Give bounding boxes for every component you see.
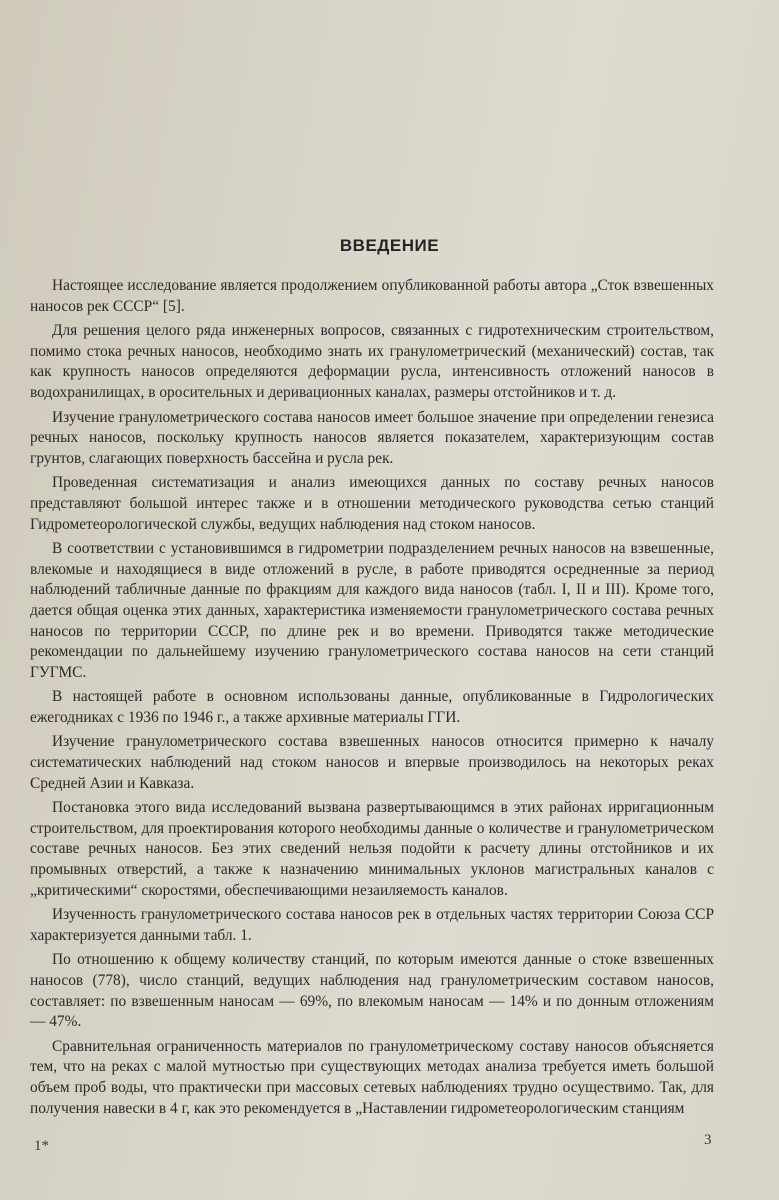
page-title: ВВЕДЕНИЕ (339, 236, 440, 255)
paragraph: По отношению к общему количеству станций, по которым имеются данные о стоке взвешенных наносов (778), число станций, ведущих наблюдения над гранулометрическим составом наносов, составляет: по взвешенным наносам — 69%, по влекомым наносам — 14% и по донным отложениям — 47%. (30, 951, 714, 1031)
body-text (30, 276, 714, 1123)
paragraph: Настоящее исследование является продолжением опубликованной работы автора „Сток взвешенных наносов рек СССР“ [5]. (30, 277, 714, 315)
paragraph: Изучение гранулометрического состава наносов имеет большое значение при определении генезиса речных наносов, поскольку крупность наносов является показателем, характеризующим состав грунтов, слагающих поверхность бассейна и русла рек. (30, 408, 714, 467)
paragraph: В настоящей работе в основном использованы данные, опубликованные в Гидрологических ежегодниках с 1936 по 1946 г., а также архивные материалы ГГИ. (30, 688, 714, 726)
paragraph: Сравнительная ограниченность материалов по гранулометрическому составу наносов объясняется тем, что на реках с малой мутностью при существующих методах анализа требуется иметь большой объем проб воды, что практически при массовых сетевых наблюдениях трудно осуществимо. Так, для получения навески в 4 г, как это рекомендуется в „Наставлении гидрометеорологическим станциям (30, 1037, 714, 1117)
paragraph: Проведенная систематизация и анализ имеющихся данных по составу речных наносов представляют большой интерес также и в отношении методического руководства сетью станций Гидрометеорологической службы, ведущих наблюдения над стоком наносов. (30, 474, 714, 533)
signature-mark: 1* (34, 1138, 49, 1154)
paragraph: Для решения целого ряда инженерных вопросов, связанных с гидротехническим строительством, помимо стока речных наносов, необходимо знать их гранулометрический (механический) состав, так как крупность наносов определяются деформации русла, интенсивность отложений наносов в водохранилищах, в оросительных и деривационных каналах, размеры отстойников и т. д. (30, 322, 714, 401)
paragraph: В соответствии с установившимся в гидрометрии подразделением речных наносов на взвешенные, влекомые и находящиеся в виде отложений в русле, в работе приводятся осредненные за период наблюдений табличные данные по фракциям для каждого вида наносов (табл. I, II и III). Кроме того, дается общая оценка этих данных, характеристика изменяемости гранулометрического состава речных наносов по территории СССР, по длине рек и во времени. Приводятся также методические рекомендации по дальнейшему изучению гранулометрического состава наносов на сети станций ГУГМС. (30, 540, 714, 681)
page-number: 3 (704, 1132, 712, 1148)
paragraph: Постановка этого вида исследований вызвана развертывающимся в этих районах ирригационным строительством, для проектирования которого необходимы данные о количестве и гранулометрическом составе речных наносов. Без этих сведений нельзя подойти к расчету длины отстойников и их промывных отверстий, а также к назначению минимальных уклонов магистральных каналов с „критическими“ скоростями, обеспечивающими незаиляемость каналов. (30, 799, 714, 899)
paragraph: Изученность гранулометрического состава наносов рек в отдельных частях территории Союза ССР характеризуется данными табл. 1. (30, 906, 714, 944)
paragraph: Изучение гранулометрического состава взвешенных наносов относится примерно к началу систематических наблюдений над стоком наносов и впервые производилось на некоторых реках Средней Азии и Кавказа. (30, 733, 714, 792)
